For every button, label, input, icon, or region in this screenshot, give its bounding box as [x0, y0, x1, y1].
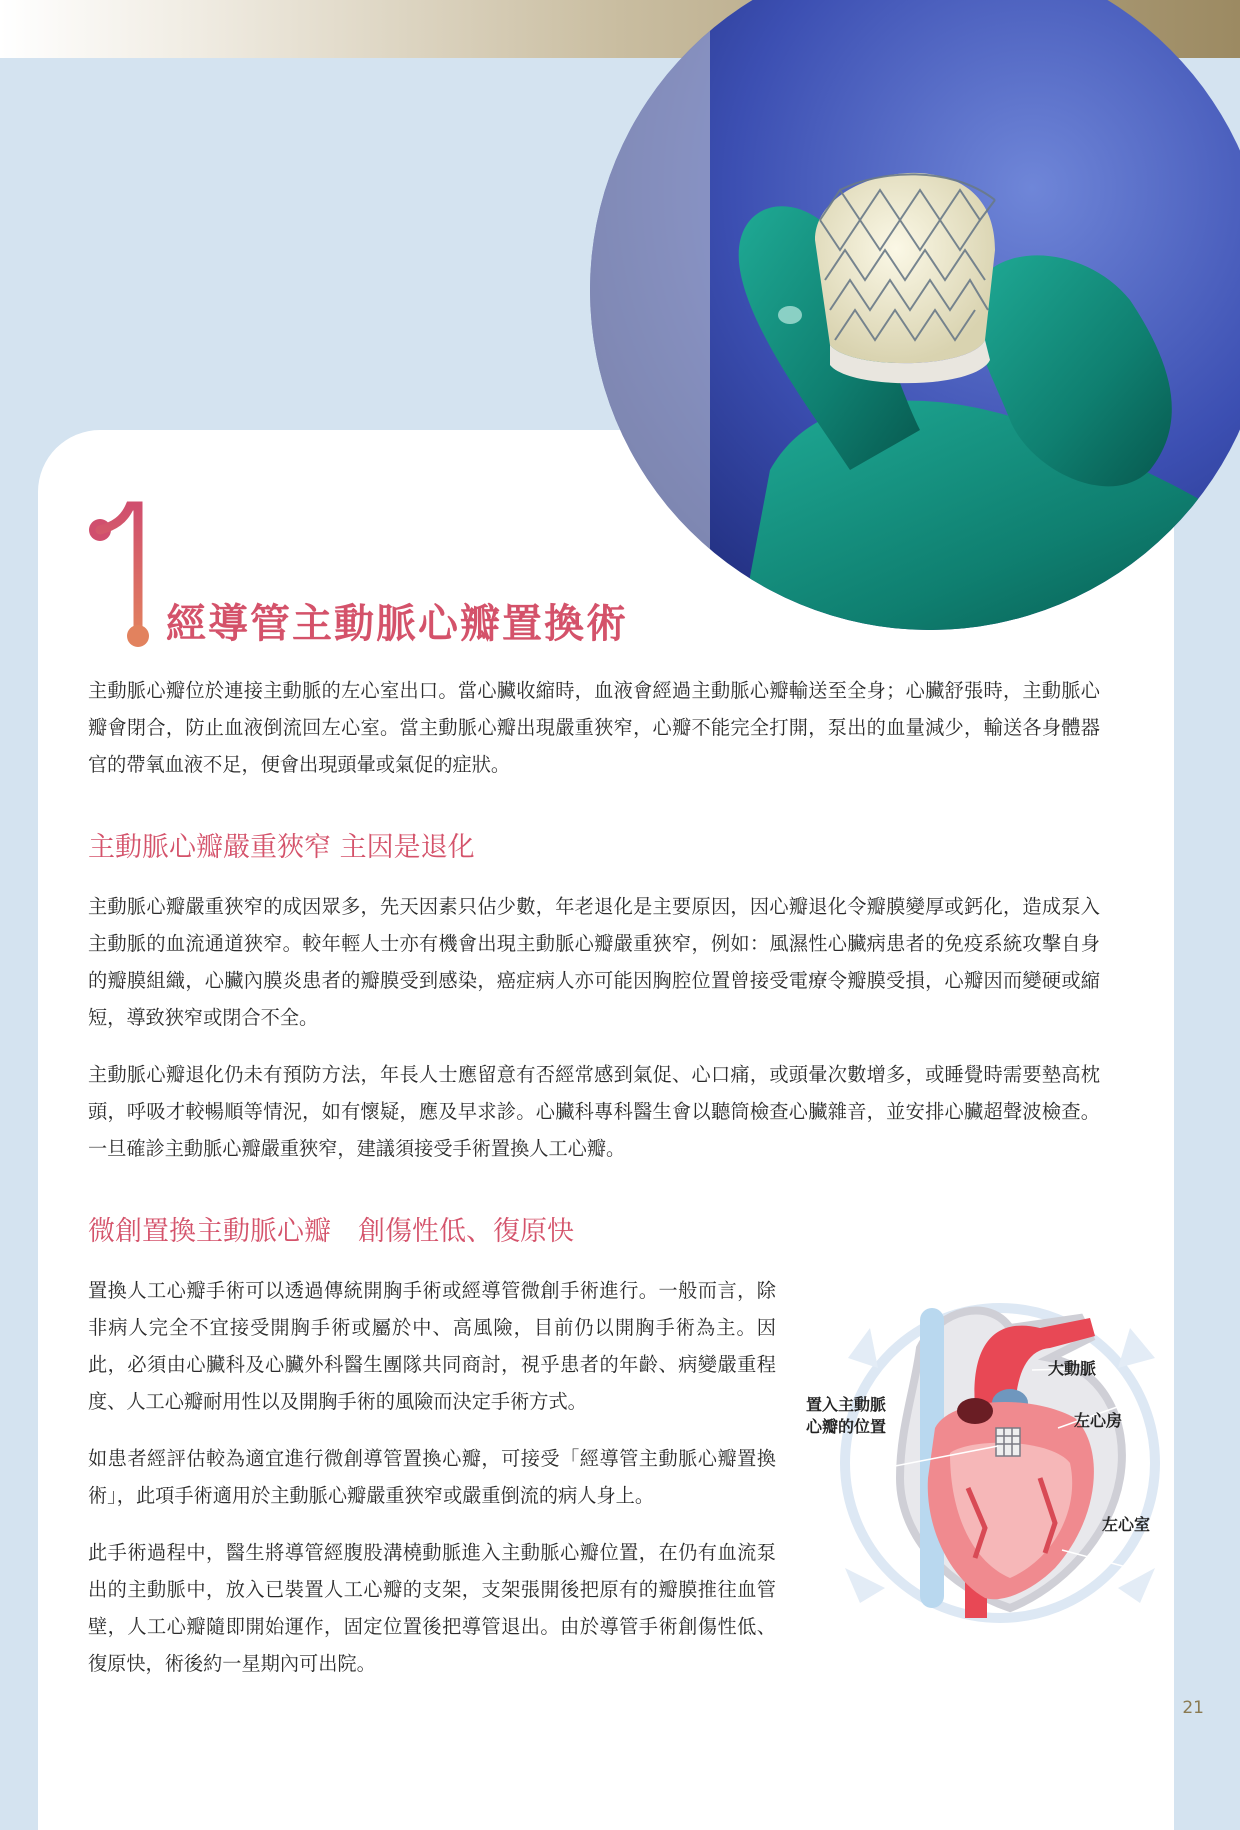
heart-diagram [800, 1288, 1200, 1628]
diagram-label-valve-line-2: 心瓣的位置 [806, 1417, 887, 1436]
procedure-paragraph-1: 置換人工心瓣手術可以透過傳統開胸手術或經導管微創手術進行。一般而言，除非病人完全不宜接受開胸手術或屬於中、高風險，目前仍以開胸手術為主。因此，必須由心臟科及心臟外科醫生團隊共同商討，視乎患者的年齡、病變嚴重程度、人工心瓣耐用性以及開胸手術的風險而決定手術方式。 [88, 1279, 776, 1413]
cause-paragraph-2: 主動脈心瓣退化仍未有預防方法，年長人士應留意有否經常感到氣促、心口痛，或頭暈次數增多，或睡覺時需要墊高枕頭，呼吸才較暢順等情況，如有懷疑，應及早求診。心臟科專科醫生會以聽筒檢查心臟雜音，並安排心臟超聲波檢查。一旦確診主動脈心瓣嚴重狹窄，建議須接受手術置換人工心瓣。 [88, 1063, 1100, 1160]
intro-paragraph: 主動脈心瓣位於連接主動脈的左心室出口。當心臟收縮時，血液會經過主動脈心瓣輸送至全身；心臟舒張時，主動脈心瓣會閉合，防止血液倒流回左心室。當主動脈心瓣出現嚴重狹窄，心瓣不能完全打開，泵出的血量減少，輸送各身體器官的帶氧血液不足，便會出現頭暈或氣促的症狀。 [88, 679, 1100, 776]
diagram-label-valve-line-1: 置入主動脈 [806, 1395, 887, 1414]
procedure-paragraph-3: 此手術過程中，醫生將導管經腹股溝橈動脈進入主動脈心瓣位置，在仍有血流泵出的主動脈中，放入已裝置人工心瓣的支架，支架張開後把原有的瓣膜推往血管壁，人工心瓣隨即開始運作，固定位置後把導管退出。由於導管手術創傷性低、復原快，術後約一星期內可出院。 [88, 1541, 776, 1675]
procedure-paragraph-2: 如患者經評估較為適宜進行微創導管置換心瓣，可接受「經導管主動脈心瓣置換術」，此項手術適用於主動脈心瓣嚴重狹窄或嚴重倒流的病人身上。 [88, 1447, 776, 1507]
section-number-graphic [84, 500, 154, 650]
page-number: 21 [1182, 1698, 1204, 1718]
section-title: 經導管主動脈心瓣置換術 [166, 601, 628, 647]
cause-paragraph-1: 主動脈心瓣嚴重狹窄的成因眾多，先天因素只佔少數，年老退化是主要原因，因心瓣退化令瓣膜變厚或鈣化，造成泵入主動脈的血流通道狹窄。較年輕人士亦有機會出現主動脈心瓣嚴重狹窄，例如：風濕性心臟病患者的免疫系統攻擊自身的瓣膜組織，心臟內膜炎患者的瓣膜受到感染，癌症病人亦可能因胸腔位置曾接受電療令瓣膜受損，心瓣因而變硬或縮短，導致狹窄或閉合不全。 [88, 895, 1100, 1029]
diagram-label-valve-position [806, 1394, 886, 1438]
diagram-label-left-ventricle: 左心室 [1102, 1515, 1151, 1534]
diagram-label-aorta: 大動脈 [1048, 1359, 1097, 1378]
subsection-heading-minimally-invasive: 微創置換主動脈心瓣 創傷性低、復原快 [88, 1216, 574, 1247]
subsection-heading-cause: 主動脈心瓣嚴重狹窄 主因是退化 [88, 832, 475, 863]
diagram-label-left-atrium: 左心房 [1074, 1411, 1123, 1430]
